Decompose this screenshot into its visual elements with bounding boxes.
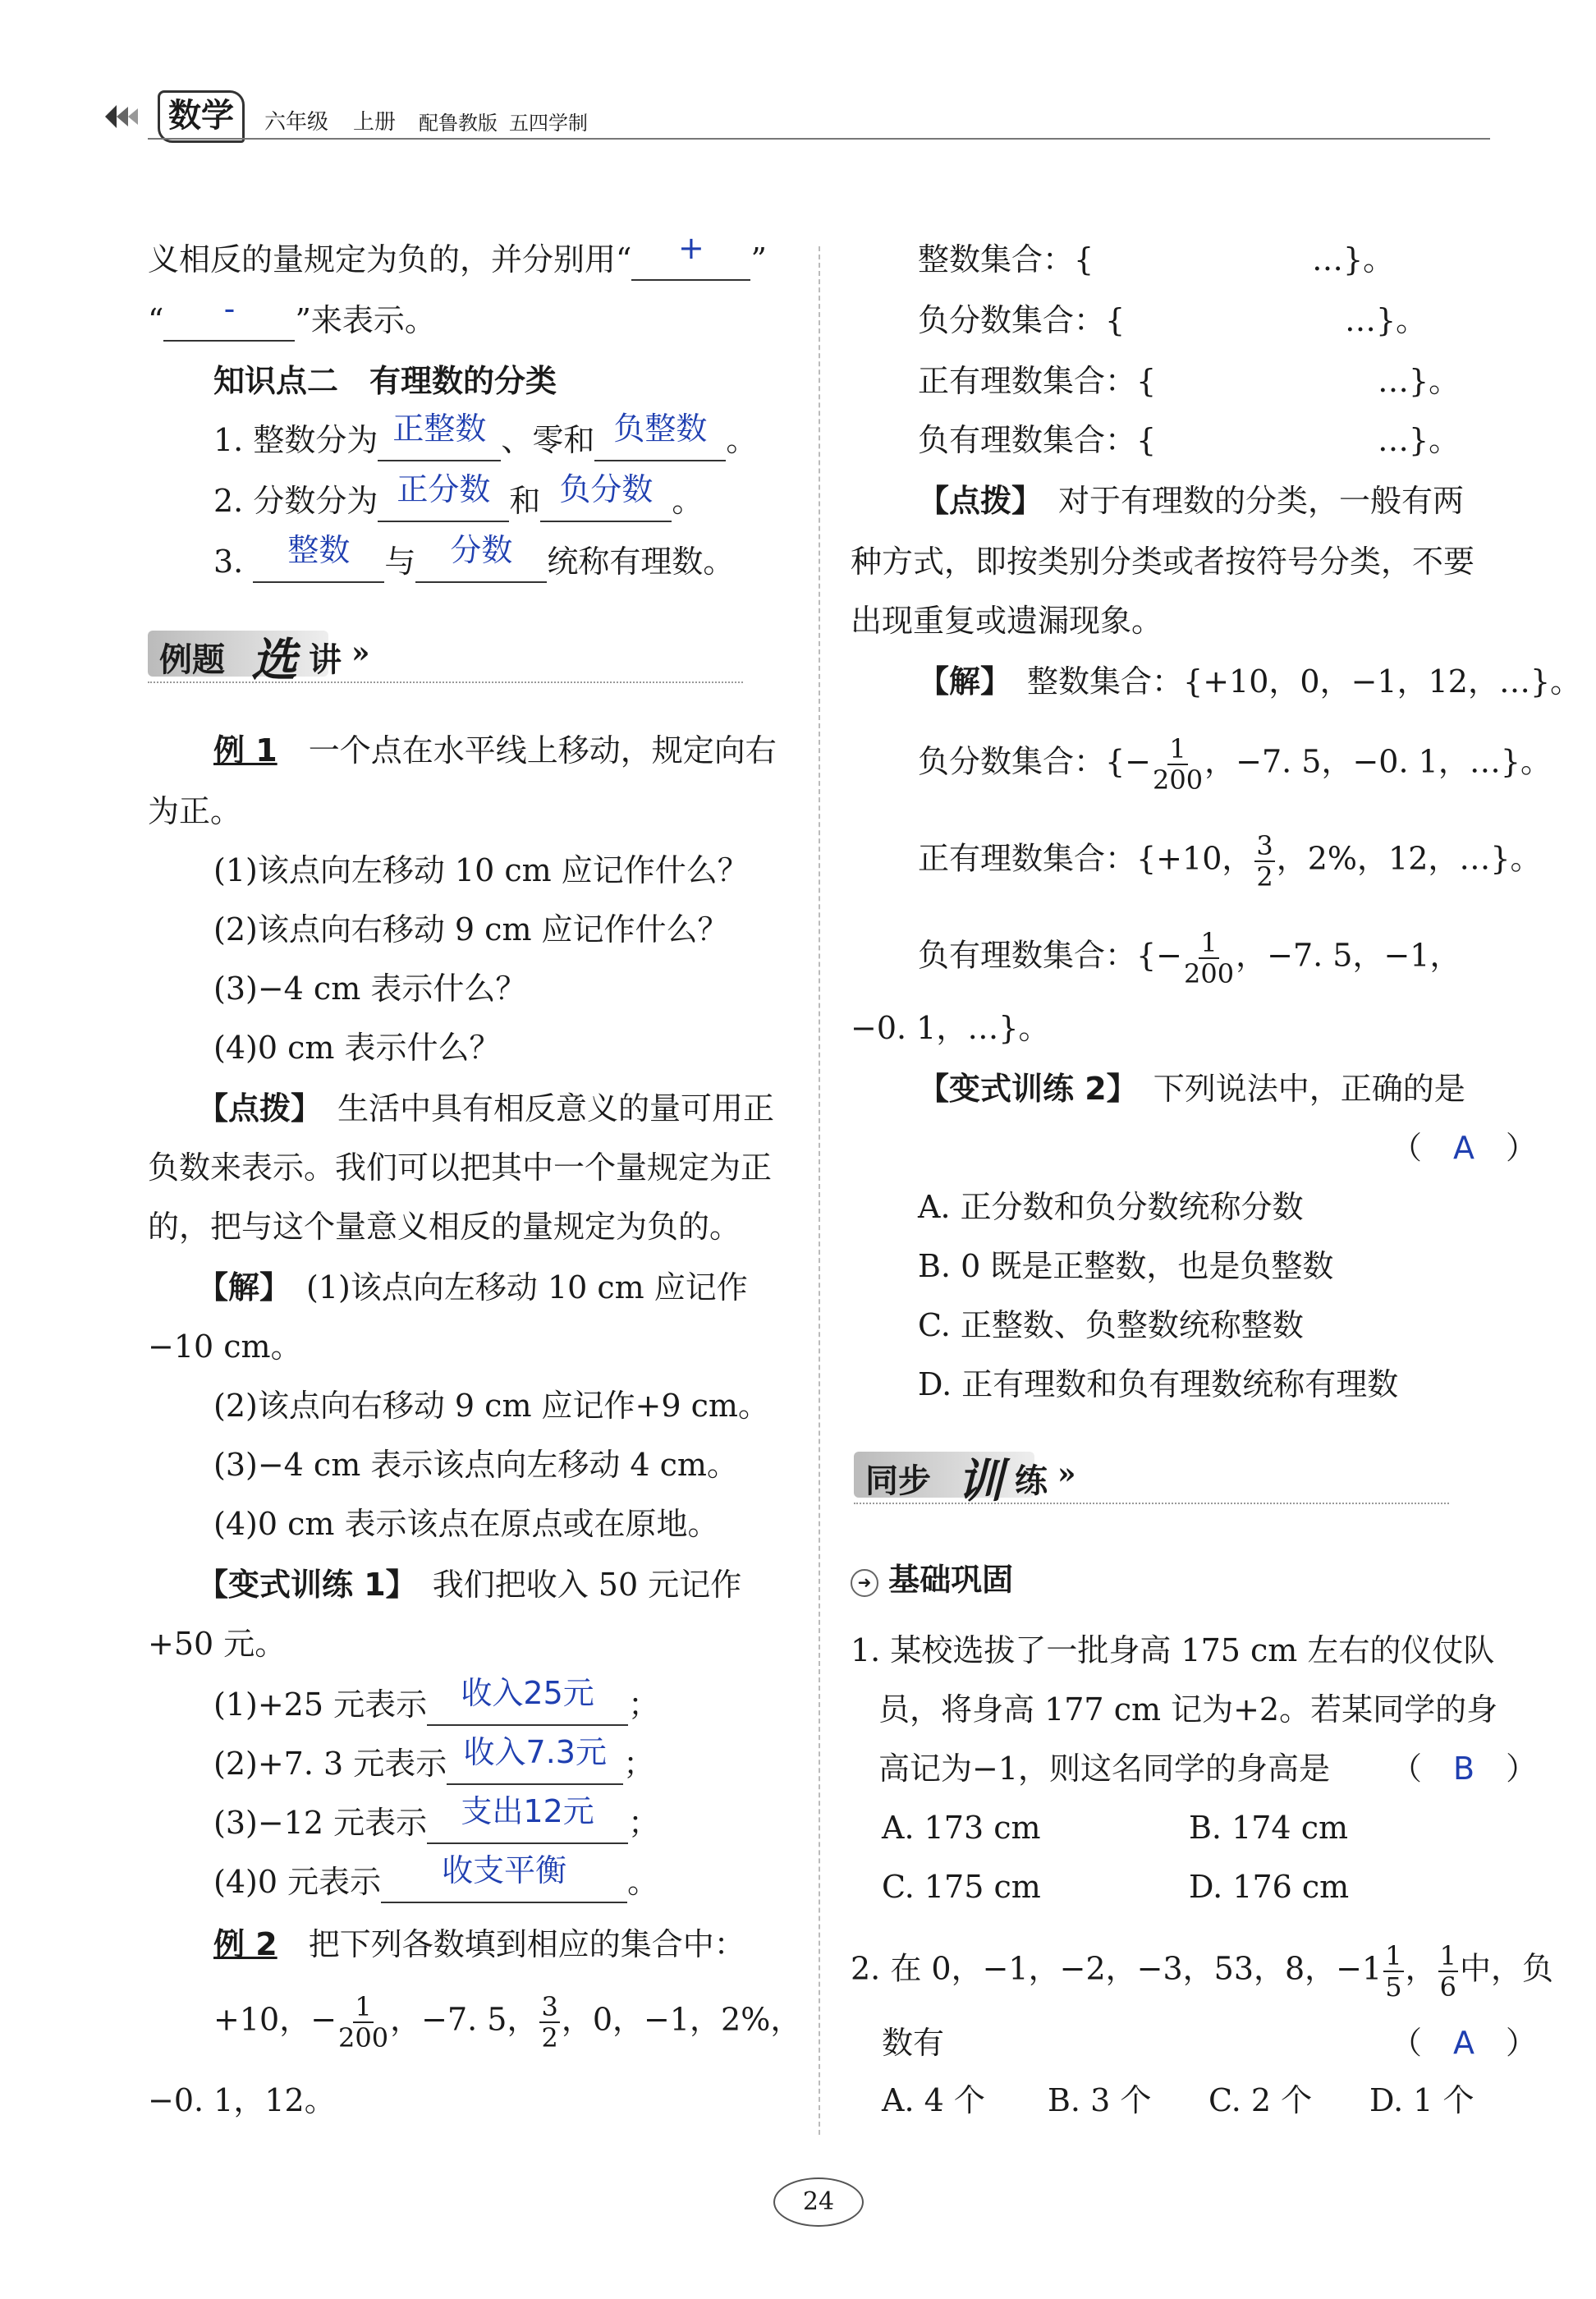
solution-2-integer: 【解】 整数集合：{+10，0，−1，12，…}。	[918, 663, 1582, 700]
example-1-q1: (1)该点向左移动 10 cm 应记作什么？	[213, 852, 749, 888]
kp2-item-3: 3. 整数 与 分数 统称有理数。	[213, 542, 734, 583]
tip-2-line-3: 出现重复或遗漏现象。	[851, 603, 1163, 639]
variant-1-item-1: (1)+25 元表示 收入25元 ；	[213, 1685, 659, 1726]
q2-opt-b: B. 3 个	[1048, 2082, 1152, 2118]
set-negrat-empty: 负有理数集合：{ …}。	[918, 422, 1461, 458]
basic-section-title: ➜ 基础巩固	[851, 1560, 1013, 1599]
example-banner: 例题 选 讲 »	[148, 624, 410, 681]
solution-1-line-2: −10 cm。	[148, 1328, 302, 1365]
kp2-item-2: 2. 分数分为 正分数 和 负分数 。	[213, 481, 703, 522]
solution-2-posrat: 正有理数集合：{+10， $\frac{3}{2}$ ，2%，12，…}。	[918, 830, 1542, 893]
intro-line-2: “ - ”来表示。	[148, 301, 436, 342]
variant-2-opt-b: B. 0 既是正整数，也是负整数	[918, 1248, 1334, 1284]
variant-1-item-4: (4)0 元表示 收支平衡 。	[213, 1862, 658, 1903]
variant-2-answer: （ A ）	[1391, 1130, 1538, 1166]
q2-opt-d: D. 1 个	[1369, 2082, 1474, 2118]
tip-1-line-1: 【点拨】 生活中具有相反意义的量可用正	[197, 1090, 775, 1127]
solution-1-line-1: 【解】 (1)该点向左移动 10 cm 应记作	[197, 1269, 748, 1306]
q1-line-2: 员，将身高 177 cm 记为+2。若某同学的身	[878, 1691, 1498, 1728]
variant-2-line-1: 【变式训练 2】 下列说法中，正确的是	[918, 1071, 1465, 1107]
header-decor-icon	[105, 100, 154, 136]
q1-opt-b: B. 174 cm	[1189, 1810, 1349, 1846]
subject-label: 数学	[168, 97, 234, 135]
variant-1-line-2: +50 元。	[148, 1626, 287, 1662]
knowledge-point-2-title: 知识点二 有理数的分类	[213, 363, 557, 399]
tip-2-line-1: 【点拨】 对于有理数的分类，一般有两	[918, 483, 1465, 519]
solution-1-line-5: (4)0 cm 表示该点在原点或在原地。	[213, 1506, 719, 1542]
q1-opt-a: A. 173 cm	[882, 1810, 1041, 1846]
solution-2-negrat: 负有理数集合：{− $\frac{1}{200}$ ，−7. 5，−1，	[918, 927, 1461, 989]
variant-1-line-1: 【变式训练 1】 我们把收入 50 元记作	[197, 1567, 742, 1603]
example-1-q4: (4)0 cm 表示什么？	[213, 1030, 501, 1066]
header-divider	[148, 138, 1490, 140]
variant-1-item-3: (3)−12 元表示 支出12元 ；	[213, 1803, 659, 1844]
q1-line-1: 1. 某校选拔了一批身高 175 cm 左右的仪仗队	[851, 1632, 1495, 1668]
example-1-line-1: 例 1 一个点在水平线上移动，规定向右	[213, 732, 777, 769]
example-2-numbers-cont: −0. 1，12。	[148, 2082, 336, 2118]
example-1-q2: (2)该点向右移动 9 cm 应记作什么？	[213, 911, 729, 948]
q2-line-1: 2. 在 0，−1，−2，−3，53，8，−1 $\frac{1}{5}$ ， $\frac{1}{6}$ 中，负	[851, 1940, 1553, 2003]
practice-banner: 同步 训 练 »	[854, 1445, 1117, 1503]
example-2-line-1: 例 2 把下列各数填到相应的集合中：	[213, 1926, 745, 1962]
arrow-circle-icon: ➜	[851, 1569, 878, 1597]
double-chevron-icon: »	[351, 636, 370, 670]
solution-2-negrat-cont: −0. 1，…}。	[851, 1010, 1050, 1046]
variant-2-opt-a: A. 正分数和负分数统称分数	[918, 1189, 1304, 1225]
example-1-line-2: 为正。	[148, 793, 242, 829]
set-posrat-empty: 正有理数集合：{ …}。	[918, 363, 1461, 399]
banner-dotted-line	[854, 1503, 1449, 1504]
page-number-badge	[773, 2177, 864, 2227]
page-number: 24	[802, 2187, 835, 2216]
example-2-label: 例 2	[213, 1926, 277, 1962]
banner-dotted-line	[148, 681, 743, 683]
set-integer-empty: 整数集合：{ …}。	[918, 241, 1395, 278]
intro-line-1: 义相反的量规定为负的，并分别用“ + ”	[148, 240, 767, 281]
solution-1-line-4: (3)−4 cm 表示该点向左移动 4 cm。	[213, 1447, 738, 1483]
kp2-item-1: 1. 整数分为 正整数 、零和 负整数 。	[213, 420, 757, 461]
solution-1-line-3: (2)该点向右移动 9 cm 应记作+9 cm。	[213, 1388, 769, 1424]
q1-opt-d: D. 176 cm	[1189, 1869, 1350, 1905]
header-grade: 六年级	[264, 110, 329, 135]
set-negfrac-empty: 负分数集合：{ …}。	[918, 302, 1428, 338]
double-chevron-icon: »	[1057, 1457, 1076, 1491]
tip-1-line-3: 的，把与这个量意义相反的量规定为负的。	[148, 1209, 741, 1245]
q2-line-2: 数有 （ A ）	[882, 2025, 1538, 2061]
tip-2-line-2: 种方式，即按类别分类或者按符号分类，不要	[851, 544, 1475, 580]
header-edition: 配鲁教版	[419, 112, 498, 135]
tip-1-line-2: 负数来表示。我们可以把其中一个量规定为正	[148, 1150, 773, 1186]
subject-badge	[158, 90, 245, 143]
q1-line-3: 高记为−1，则这名同学的身高是 （ B ）	[878, 1751, 1538, 1787]
example-2-numbers: +10，− $\frac{1}{200}$ ，−7. 5， $\frac{3}{2}$ ，0，−1，2%，	[213, 1991, 802, 2053]
solution-2-negfrac: 负分数集合：{− $\frac{1}{200}$ ，−7. 5，−0. 1，…}。	[918, 733, 1552, 796]
q1-opt-c: C. 175 cm	[882, 1869, 1041, 1905]
variant-2-opt-d: D. 正有理数和负有理数统称有理数	[918, 1366, 1399, 1402]
variant-1-item-2: (2)+7. 3 元表示 收入7.3元 ；	[213, 1744, 654, 1785]
answer-plus: +	[678, 230, 704, 266]
example-1-label: 例 1	[213, 732, 277, 769]
header-volume: 上册	[353, 110, 397, 135]
column-divider	[819, 246, 820, 2135]
header-system: 五四学制	[509, 112, 588, 135]
answer-minus: -	[223, 291, 236, 327]
example-1-q3: (3)−4 cm 表示什么？	[213, 971, 527, 1007]
variant-2-opt-c: C. 正整数、负整数统称整数	[918, 1307, 1304, 1343]
q2-opt-c: C. 2 个	[1208, 2082, 1313, 2118]
q2-opt-a: A. 4 个	[882, 2082, 985, 2118]
